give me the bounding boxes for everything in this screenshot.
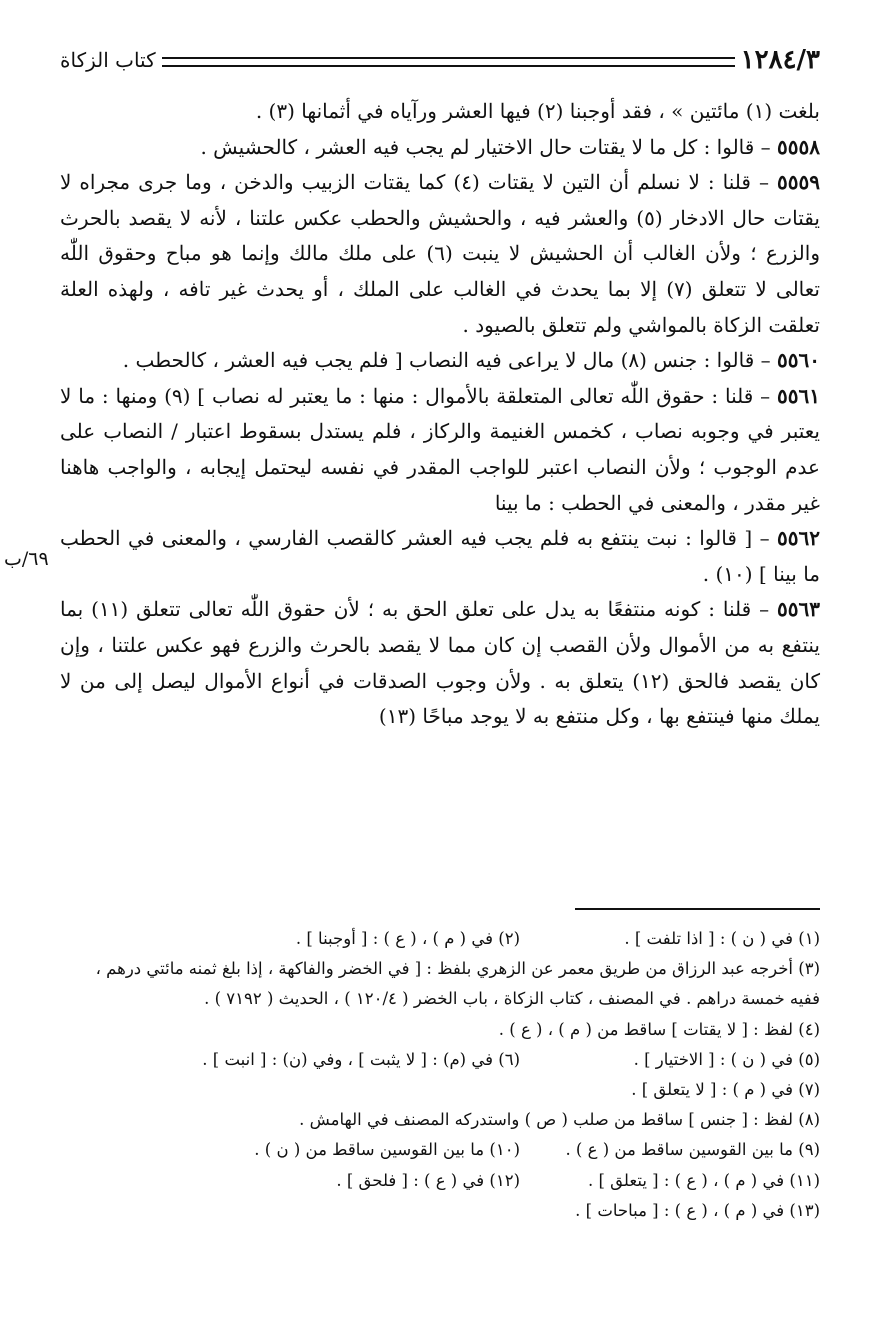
paragraph-text: – قلنا : لا نسلم أن التين لا يقتات (٤) كما يقتات الزبيب والدخن ، وما جرى مجراه لا يقتات حال الادخار (٥) والعشر فيه ، والحشيش والحطب عكس علتنا ، لأنه لا يقصد بالحرث والزرع ؛ ولأن الغالب أن الحشيش لا ينبت (٦) على ملك مالك وإنما هو مباح وحقوق اللّٰه تعالى لا تتعلق (٧) إلا بما يحدث في الغالب على الملك ، أو يحدث غير تافه ، ولهذه العلة تعلقت الزكاة بالمواشي ولم تتعلق بالصيود . [60, 170, 820, 337]
paragraph [60, 165, 820, 343]
footnote-line [80, 1166, 820, 1196]
footnote-separator [575, 908, 820, 910]
main-text [60, 94, 820, 735]
footnote: (١٠) ما بين القوسين ساقط من ( ن ) . [254, 1140, 520, 1160]
paragraph [60, 379, 820, 521]
footnote: (٢) في ( م ) ، ( ع ) : [ أوجبنا ] . [295, 929, 520, 948]
paragraph-number: ٥٥٥٨ [777, 134, 820, 159]
footnote-line [80, 1075, 820, 1105]
footnote: (٥) في ( ن ) : [ الاختيار ] . [633, 1049, 820, 1069]
footnote-line [80, 984, 820, 1014]
footnote: (١) في ( ن ) : [ اذا تلفت ] . [624, 929, 820, 948]
footnote-line [80, 1135, 820, 1165]
paragraph-text: – قلنا : حقوق اللّٰه تعالى المتعلقة بالأموال : منها : ما يعتبر له نصاب ] (٩) ومنها : ما لا يعتبر في وجوبه نصاب ، كخمس الغنيمة والركاز ، فلم يستدل بسقوط اعتبار / النصاب على عدم الوجوب ؛ ولأن النصاب اعتبر للواجب المقدر في نفسه ليحتمل إيجابه ، والواجب هاهنا غير مقدر ، والمعنى في الحطب : ما بينا [60, 383, 820, 515]
paragraph [60, 592, 820, 734]
paragraph-number: ٥٥٦٢ [777, 526, 821, 551]
paragraph [60, 343, 820, 379]
paragraph-text: – قالوا : جنس (٨) مال لا يراعى فيه النصاب [ فلم يجب فيه العشر ، كالحطب . [122, 348, 771, 373]
paragraph [60, 130, 820, 166]
footnote-line [80, 1105, 820, 1135]
paragraph-text: – قلنا : كونه منتفعًا به يدل على تعلق الحق به ؛ لأن حقوق اللّٰه تعالى تتعلق (١١) بما ينتفع به من الأموال ولأن القصب إن كان مما لا يقصد بالحرث والزرع فهو عكس علتنا ، وإن كان يقصد فالحق (١٢) يتعلق به . ولأن وجوب الصدقات في أنواع الأموال ليصل إلى من لا يملك منها فينتفع بها ، وكل منتفع به لا يوجد مباحًا (١٣) [60, 597, 820, 729]
paragraph-text: بلغت (١) مائتين » ، فقد أوجبنا (٢) فيها العشر ورآياه في أثمانها (٣) . [255, 99, 820, 123]
footnote: (٩) ما بين القوسين ساقط من ( ع ) . [565, 1140, 820, 1160]
book-title: كتاب الزكاة [60, 48, 156, 72]
footnote: ففيه خمسة دراهم . في المصنف ، كتاب الزكاة ، باب الخضر ( ١٢٠/٤ ) ، الحديث ( ٧١٩٢ ) . [204, 989, 820, 1009]
footnote: (٣) أخرجه عبد الرزاق من طريق معمر عن الزهري بلفظ : [ في الخضر والفاكهة ، إذا بلغ ثمنه مائتي درهم ، [95, 959, 820, 979]
paragraph [60, 94, 820, 130]
paragraph-number: ٥٥٥٩ [777, 170, 820, 195]
paragraph-text: – قالوا : كل ما لا يقتات حال الاختيار لم يجب فيه العشر ، كالحشيش . [200, 134, 771, 159]
folio-margin-note: ٦٩/ب [4, 548, 49, 570]
paragraph-text: – [ قالوا : نبت ينتفع به فلم يجب فيه العشر كالقصب الفارسي ، والمعنى في الحطب ما بينا ] (١٠) . [60, 526, 820, 586]
footnote: (٨) لفظ : [ جنس ] ساقط من صلب ( ص ) واستدركه المصنف في الهامش . [299, 1110, 820, 1130]
header-rule [162, 57, 735, 67]
footnote-line [80, 954, 820, 984]
page-number: ١٢٨٤/٣ [740, 45, 820, 75]
footnote: (٦) في (م) : [ لا يثبت ] ، وفي (ن) : [ انبت ] . [202, 1049, 520, 1069]
book-page [60, 40, 820, 735]
paragraph-number: ٥٥٦٠ [777, 348, 820, 373]
paragraph-number: ٥٥٦١ [777, 383, 821, 408]
footnote: (١٣) في ( م ) ، ( ع ) : [ مباحات ] . [575, 1200, 820, 1220]
paragraph [60, 521, 820, 592]
footnote-line [80, 924, 820, 954]
footnote-line [80, 1045, 820, 1075]
paragraph-number: ٥٥٦٣ [777, 597, 821, 622]
footnote: (١٢) في ( ع ) : [ فلحق ] . [336, 1170, 520, 1190]
footnote-line [80, 1196, 820, 1226]
footnote: (١١) في ( م ) ، ( ع ) : [ يتعلق ] . [587, 1170, 820, 1190]
page-header [60, 40, 820, 80]
footnote: (٧) في ( م ) : [ لا يتعلق ] . [631, 1080, 820, 1100]
footnote-line [80, 1015, 820, 1045]
footnotes [80, 924, 820, 1226]
footnote: (٤) لفظ : [ لا يقتات ] ساقط من ( م ) ، ( ع ) . [498, 1019, 820, 1039]
